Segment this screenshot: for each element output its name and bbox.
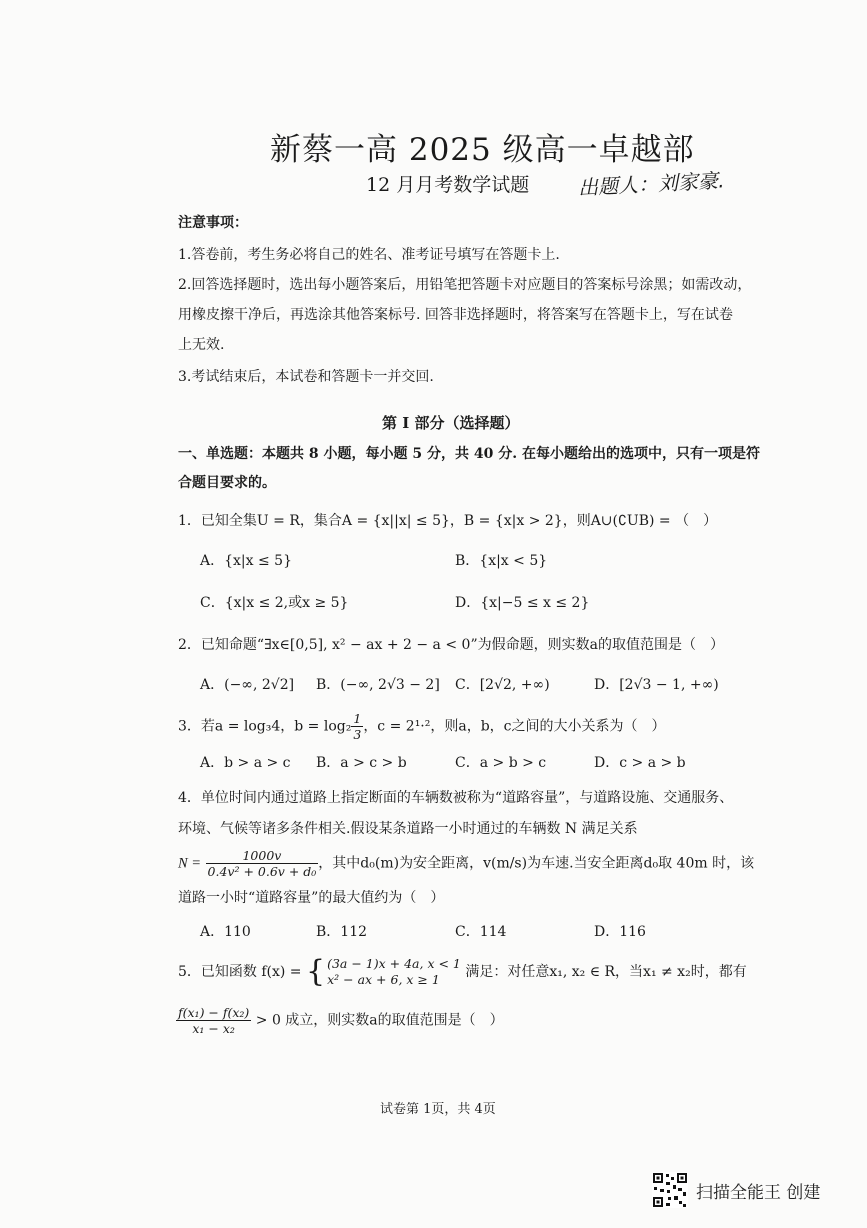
question-3-fraction-numerator: 1 (353, 711, 362, 726)
question-1-stem: 1．已知全集U = R，集合A = {x||x| ≤ 5}，B = {x|x > 2}，则A∪(∁UB) = （ ） (178, 513, 718, 529)
question-4-option-a: A．110 (200, 924, 251, 940)
question-4-option-d: D．116 (594, 924, 646, 940)
notice-item-3: 3.考试结束后，本试卷和答题卡一并交回. (178, 369, 434, 385)
question-5-fraction-denominator: x₁ − x₂ (192, 1021, 235, 1036)
question-3-stem-pre: 3．若a = log₃4，b = log₂ (178, 718, 352, 735)
question-5-stem-pre: 5．已知函数 f(x) = (178, 964, 302, 980)
scanner-watermark-text: 扫描全能王 创建 (696, 1182, 821, 1203)
question-5-fraction-numerator: f(x₁) − f(x₂) (178, 1005, 250, 1020)
question-3-stem-post: ，c = 2¹·²，则a，b，c之间的大小关系为（ ） (363, 718, 666, 735)
question-4-line-4: 道路一小时“道路容量”的最大值约为（ ） (178, 890, 445, 906)
piecewise-brace: { (306, 954, 326, 989)
question-4-line-3-text: ，其中d₀(m)为安全距离，v(m/s)为车速.当安全距离d₀取 40m 时，该 (318, 855, 755, 872)
question-2-option-d: D．[2√3 − 1, +∞) (594, 677, 719, 693)
question-5-line-2 (176, 1005, 504, 1036)
question-2-stem: 2．已知命题“∃x∈[0,5], x² − ax + 2 − a < 0”为假命题，则实数a的取值范围是（ ） (178, 637, 724, 653)
question-4-option-b: B．112 (316, 924, 368, 940)
author-signature: 出题人：刘家豪. (577, 168, 725, 200)
question-4-line-3 (178, 848, 754, 879)
exam-subtitle: 12 月月考数学试题 (366, 174, 530, 196)
question-5-fraction (176, 1005, 251, 1036)
question-1-option-d: D．{x|−5 ≤ x ≤ 2} (455, 595, 590, 611)
question-3-stem (178, 711, 666, 742)
piecewise-case-1: (3a − 1)x + 4a, x < 1 (327, 956, 461, 971)
question-3-option-d: D．c > a > b (594, 755, 686, 771)
qr-code-icon (652, 1172, 688, 1208)
question-1-option-b: B．{x|x < 5} (455, 553, 548, 569)
question-4-option-c: C．114 (455, 924, 507, 940)
question-5-stem-post: 满足：对任意x₁, x₂ ∈ R，当x₁ ≠ x₂时，都有 (465, 964, 747, 980)
question-5-line-2-text: > 0 成立，则实数a的取值范围是（ ） (255, 1012, 504, 1029)
piecewise-cases (327, 956, 461, 988)
question-5-line-1 (178, 956, 747, 988)
question-4-formula-lhs: N = (178, 855, 202, 872)
question-4-formula-numerator: 1000v (206, 848, 319, 864)
scanner-watermark (652, 1172, 820, 1208)
question-3-option-b: B．a > c > b (316, 755, 407, 771)
section-intro-line-1: 一、单选题：本题共 8 小题，每小题 5 分，共 40 分. 在每小题给出的选项中，只有一项是符 (178, 446, 760, 462)
question-2-option-a: A．(−∞, 2√2] (200, 677, 295, 693)
question-2-option-c: C．[2√2, +∞) (455, 677, 550, 693)
question-4-formula-fraction (206, 848, 319, 879)
question-3-option-a: A．b > a > c (200, 755, 291, 771)
notice-item-2-line-1: 2.回答选择题时，选出每小题答案后，用铅笔把答题卡对应题目的答案标号涂黑；如需改动， (178, 277, 752, 293)
notice-item-2-line-3: 上无效. (178, 337, 225, 353)
part-heading: 第 I 部分（选择题） (382, 414, 520, 432)
question-4-formula-denominator: 0.4v² + 0.6v + d₀ (207, 864, 317, 879)
piecewise-case-2: x² − ax + 6, x ≥ 1 (327, 972, 440, 987)
question-3-fraction-denominator: 3 (353, 727, 362, 742)
section-intro-line-2: 合题目要求的。 (178, 475, 276, 491)
question-3-fraction (351, 711, 363, 742)
notice-item-2-line-2: 用橡皮擦干净后，再选涂其他答案标号. 回答非选择题时，将答案写在答题卡上，写在试卷 (178, 307, 733, 323)
exam-title: 新蔡一高 2025 级高一卓越部 (270, 132, 695, 168)
page-footer: 试卷第 1页，共 4页 (380, 1102, 496, 1117)
notice-item-1: 1.答卷前，考生务必将自己的姓名、准考证号填写在答题卡上. (178, 247, 560, 263)
notice-heading: 注意事项： (178, 215, 248, 231)
question-1-option-a: A．{x|x ≤ 5} (200, 553, 292, 569)
question-4-line-2: 环境、气候等诸多条件相关.假设某条道路一小时通过的车辆数 N 满足关系 (178, 821, 638, 837)
question-4-line-1: 4．单位时间内通过道路上指定断面的车辆数被称为“道路容量”，与道路设施、交通服务、 (178, 790, 734, 806)
question-3-option-c: C．a > b > c (455, 755, 547, 771)
question-1-option-c: C．{x|x ≤ 2,或x ≥ 5} (200, 595, 349, 611)
question-2-option-b: B．(−∞, 2√3 − 2] (316, 677, 440, 693)
